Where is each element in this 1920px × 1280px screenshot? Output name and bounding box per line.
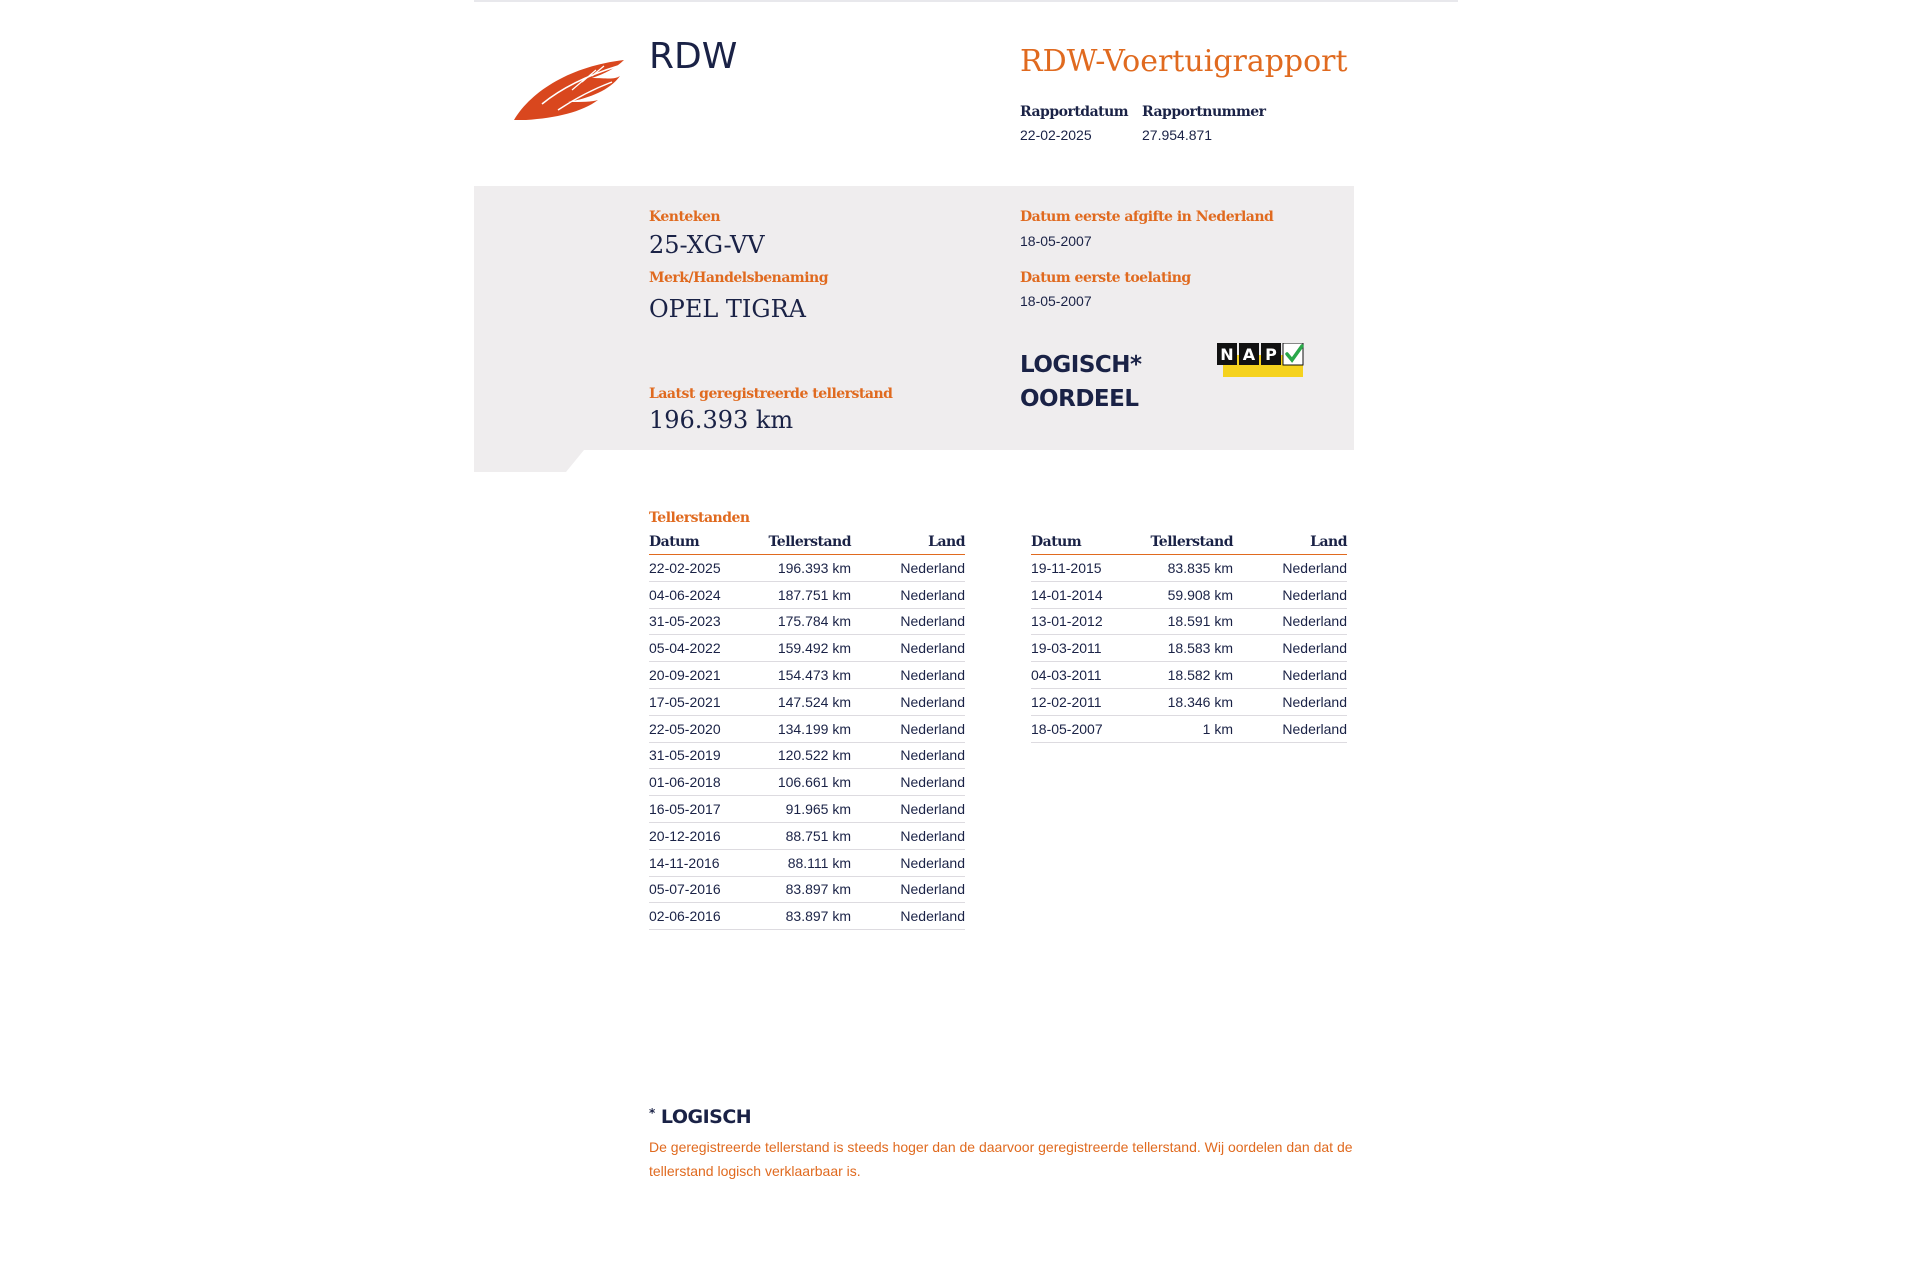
reading-country: Nederland (1233, 555, 1347, 582)
make-value: OPEL TIGRA (649, 295, 806, 323)
reading-odometer: 1 km (1129, 715, 1233, 742)
reading-odometer: 18.346 km (1129, 688, 1233, 715)
verdict (1020, 348, 1142, 416)
reading-odometer: 91.965 km (747, 796, 851, 823)
nap-letter-p: P (1265, 345, 1277, 364)
odometer-label: Laatst geregistreerde tellerstand (649, 386, 893, 402)
reading-date: 04-03-2011 (1031, 662, 1129, 689)
make-label: Merk/Handelsbenaming (649, 270, 829, 286)
reading-date: 01-06-2018 (649, 769, 747, 796)
table-row (1031, 608, 1347, 635)
reading-country: Nederland (851, 742, 965, 769)
reading-date: 20-12-2016 (649, 822, 747, 849)
plate-label: Kenteken (649, 209, 721, 225)
reading-odometer: 88.751 km (747, 822, 851, 849)
reading-country: Nederland (1233, 608, 1347, 635)
first-admission-label: Datum eerste toelating (1020, 270, 1191, 286)
page-top-edge (474, 0, 1458, 2)
readings-header-row (1031, 533, 1347, 555)
reading-country: Nederland (851, 635, 965, 662)
readings-header-row (649, 533, 965, 555)
brand-name: RDW (649, 36, 738, 77)
nap-letter-a: A (1242, 345, 1256, 364)
table-row (649, 796, 965, 823)
reading-country: Nederland (851, 581, 965, 608)
readings-title: Tellerstanden (649, 510, 750, 526)
reading-odometer: 18.591 km (1129, 608, 1233, 635)
first-admission-value: 18-05-2007 (1020, 293, 1092, 309)
col-country-header: Land (1233, 533, 1347, 555)
table-row (649, 715, 965, 742)
reading-odometer: 83.835 km (1129, 555, 1233, 582)
first-issue-value: 18-05-2007 (1020, 233, 1092, 249)
reading-date: 20-09-2021 (649, 662, 747, 689)
table-row (649, 822, 965, 849)
reading-country: Nederland (851, 796, 965, 823)
table-row (649, 555, 965, 582)
reading-date: 19-03-2011 (1031, 635, 1129, 662)
plate-value: 25-XG-VV (649, 231, 765, 259)
reading-date: 13-01-2012 (1031, 608, 1129, 635)
table-row (649, 688, 965, 715)
reading-date: 22-02-2025 (649, 555, 747, 582)
reading-odometer: 83.897 km (747, 876, 851, 903)
reading-country: Nederland (1233, 688, 1347, 715)
reading-date: 31-05-2019 (649, 742, 747, 769)
reading-odometer: 154.473 km (747, 662, 851, 689)
reading-odometer: 159.492 km (747, 635, 851, 662)
col-odometer-header: Tellerstand (747, 533, 851, 555)
table-row (1031, 688, 1347, 715)
reading-odometer: 18.582 km (1129, 662, 1233, 689)
reading-odometer: 18.583 km (1129, 635, 1233, 662)
table-row (649, 608, 965, 635)
reading-odometer: 175.784 km (747, 608, 851, 635)
reading-country: Nederland (851, 876, 965, 903)
reading-date: 17-05-2021 (649, 688, 747, 715)
reading-date: 22-05-2020 (649, 715, 747, 742)
reading-odometer: 120.522 km (747, 742, 851, 769)
reading-date: 05-04-2022 (649, 635, 747, 662)
reading-odometer: 134.199 km (747, 715, 851, 742)
reading-odometer: 147.524 km (747, 688, 851, 715)
reading-country: Nederland (851, 849, 965, 876)
reading-date: 19-11-2015 (1031, 555, 1129, 582)
table-row (649, 742, 965, 769)
report-number-label: Rapportnummer (1142, 104, 1266, 120)
table-row (1031, 555, 1347, 582)
reading-country: Nederland (1233, 715, 1347, 742)
nap-check-icon (1217, 343, 1307, 379)
report-number-value: 27.954.871 (1142, 127, 1213, 143)
readings-table-left (649, 533, 965, 930)
footnote-text: De geregistreerde tellerstand is steeds hoger dan de daarvoor geregistreerde tellerstand. Wij oordelen dan dat de tellerstand logisch verklaarbaar is. (649, 1139, 1353, 1179)
reading-date: 16-05-2017 (649, 796, 747, 823)
table-row (1031, 635, 1347, 662)
reading-date: 05-07-2016 (649, 876, 747, 903)
reading-odometer: 106.661 km (747, 769, 851, 796)
reading-country: Nederland (851, 715, 965, 742)
footnote-star: * (649, 1106, 655, 1120)
table-row (1031, 581, 1347, 608)
report-date-value: 22-02-2025 (1020, 127, 1092, 143)
table-row (649, 662, 965, 689)
reading-odometer: 59.908 km (1129, 581, 1233, 608)
reading-country: Nederland (851, 688, 965, 715)
reading-odometer: 187.751 km (747, 581, 851, 608)
col-odometer-header: Tellerstand (1129, 533, 1233, 555)
reading-country: Nederland (851, 662, 965, 689)
nap-letter-n: N (1220, 345, 1234, 364)
reading-date: 12-02-2011 (1031, 688, 1129, 715)
reading-odometer: 83.897 km (747, 903, 851, 930)
first-issue-label: Datum eerste afgifte in Nederland (1020, 209, 1274, 225)
col-date-header: Datum (1031, 533, 1129, 555)
reading-date: 04-06-2024 (649, 581, 747, 608)
report-title: RDW-Voertuigrapport (1020, 44, 1348, 79)
table-row (1031, 715, 1347, 742)
table-row (1031, 662, 1347, 689)
footnote-title-text: LOGISCH (660, 1106, 752, 1128)
footnote-title (649, 1106, 751, 1128)
reading-odometer: 196.393 km (747, 555, 851, 582)
col-date-header: Datum (649, 533, 747, 555)
panel-tab-decoration (474, 450, 584, 472)
reading-country: Nederland (851, 769, 965, 796)
reading-date: 14-11-2016 (649, 849, 747, 876)
table-row (649, 876, 965, 903)
reading-country: Nederland (851, 608, 965, 635)
reading-country: Nederland (1233, 581, 1347, 608)
reading-country: Nederland (851, 903, 965, 930)
rdw-logo-icon (512, 56, 632, 124)
reading-country: Nederland (851, 822, 965, 849)
reading-date: 02-06-2016 (649, 903, 747, 930)
table-row (649, 903, 965, 930)
reading-date: 31-05-2023 (649, 608, 747, 635)
odometer-value: 196.393 km (649, 406, 794, 434)
table-row (649, 849, 965, 876)
reading-date: 18-05-2007 (1031, 715, 1129, 742)
table-row (649, 635, 965, 662)
verdict-line2: OORDEEL (1020, 386, 1139, 412)
col-country-header: Land (851, 533, 965, 555)
reading-country: Nederland (851, 555, 965, 582)
report-date-label: Rapportdatum (1020, 104, 1129, 120)
verdict-line1: LOGISCH* (1020, 352, 1142, 378)
reading-date: 14-01-2014 (1031, 581, 1129, 608)
reading-odometer: 88.111 km (747, 849, 851, 876)
reading-country: Nederland (1233, 662, 1347, 689)
table-row (649, 581, 965, 608)
vehicle-summary-panel (474, 186, 1354, 450)
table-row (649, 769, 965, 796)
readings-table-right (1031, 533, 1347, 743)
reading-country: Nederland (1233, 635, 1347, 662)
